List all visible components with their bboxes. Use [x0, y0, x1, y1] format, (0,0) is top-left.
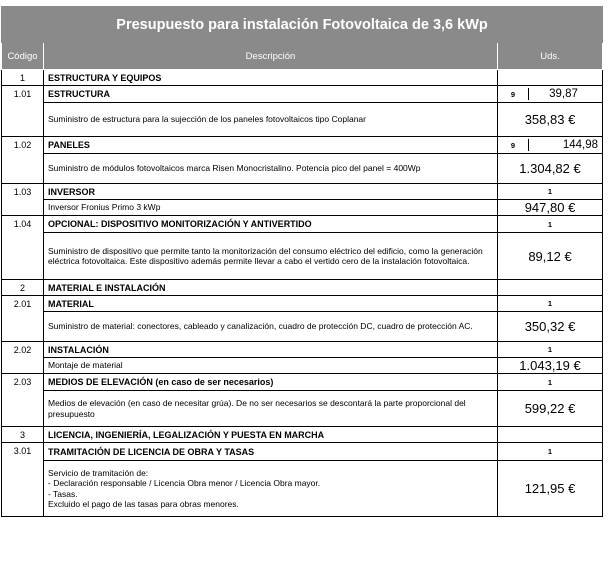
row-code: 2 — [2, 280, 44, 296]
header-description: Descripción — [44, 43, 498, 70]
row-code: 1.04 — [2, 216, 44, 280]
item-title: INSTALACIÓN — [44, 342, 498, 358]
item-title: TRAMITACIÓN DE LICENCIA DE OBRA Y TASAS — [44, 443, 498, 461]
item-total: 947,80 € — [498, 200, 603, 216]
budget-table — [1, 6, 603, 517]
empty-cell — [498, 427, 603, 443]
item-description — [44, 461, 498, 517]
item-description: Montaje de material — [44, 358, 498, 374]
item-desc-row — [2, 200, 603, 216]
item-total: 1.304,82 € — [498, 154, 603, 184]
desc-line: - Declaración responsable / Licencia Obra menor / Licencia Obra mayor. — [48, 478, 321, 488]
item-title: PANELES — [44, 137, 498, 154]
item-quantity: 1 — [498, 443, 603, 461]
desc-line: Servicio de tramitación de: — [48, 467, 149, 478]
header-row — [2, 43, 603, 70]
section-title: LICENCIA, INGENIERÍA, LEGALIZACIÓN Y PUESTA EN MARCHA — [44, 427, 498, 443]
item-header-row — [2, 184, 603, 200]
desc-line: - Tasas. — [48, 488, 78, 499]
item-header-row — [2, 443, 603, 461]
empty-cell — [498, 70, 603, 86]
qty-price-cell — [498, 86, 603, 103]
section-row — [2, 427, 603, 443]
unit-price: 144,98 — [562, 139, 599, 151]
page-title: Presupuesto para instalación Fotovoltaica de 3,6 kWp — [2, 7, 603, 43]
item-description: Suministro de estructura para la sujección de los paneles fotovoltaicos tipo Coplanar — [44, 103, 498, 137]
item-description: Suministro de módulos fotovoltaicos marca Risen Monocristalino. Potencia pico del panel = 400Wp — [44, 154, 498, 184]
item-header-row — [2, 374, 603, 391]
item-header-row — [2, 216, 603, 233]
row-code: 1.01 — [2, 86, 44, 137]
unit-price: 39,87 — [549, 88, 578, 100]
item-title: MATERIAL — [44, 296, 498, 312]
row-code: 1.02 — [2, 137, 44, 184]
item-total: 121,95 € — [498, 461, 603, 517]
empty-cell — [498, 280, 603, 296]
item-desc-row — [2, 154, 603, 184]
item-quantity: 1 — [498, 184, 603, 200]
item-quantity: 1 — [498, 374, 603, 391]
item-desc-row — [2, 461, 603, 517]
item-title: MEDIOS DE ELEVACIÓN (en caso de ser necesarios) — [44, 374, 498, 391]
item-description: Suministro de dispositivo que permite tanto la monitorización del consumo eléctrico del edificio, como la generación eléctrica fotovoltaica. Este dispositivo además permite llevar a cabo el vertido cero de la instalación fotovoltaica. — [44, 233, 498, 280]
row-code: 2.01 — [2, 296, 44, 342]
item-title: OPCIONAL: DISPOSITIVO MONITORIZACIÓN Y ANTIVERTIDO — [44, 216, 498, 233]
row-code: 2.03 — [2, 374, 44, 427]
row-code: 2.02 — [2, 342, 44, 374]
item-header-row — [2, 296, 603, 312]
item-desc-row — [2, 312, 603, 342]
item-quantity: 1 — [498, 216, 603, 233]
item-quantity: 1 — [498, 296, 603, 312]
item-desc-row — [2, 358, 603, 374]
item-desc-row — [2, 233, 603, 280]
item-total: 1.043,19 € — [498, 358, 603, 374]
section-row — [2, 70, 603, 86]
row-code: 3.01 — [2, 443, 44, 517]
item-title: INVERSOR — [44, 184, 498, 200]
header-units: Uds. — [498, 43, 603, 70]
item-description: Inversor Fronius Primo 3 kWp — [44, 200, 498, 216]
section-title: ESTRUCTURA Y EQUIPOS — [44, 70, 498, 86]
section-title: MATERIAL E INSTALACIÓN — [44, 280, 498, 296]
qty-price-cell — [498, 137, 603, 154]
item-header-row — [2, 137, 603, 154]
item-quantity: 9 — [498, 139, 529, 151]
item-quantity: 9 — [498, 88, 529, 100]
desc-line: Excluido el pago de las tasas para obras menores. — [48, 499, 239, 509]
header-code: Código — [2, 43, 44, 70]
row-code: 3 — [2, 427, 44, 443]
item-total: 350,32 € — [498, 312, 603, 342]
item-total: 89,12 € — [498, 233, 603, 280]
item-desc-row — [2, 103, 603, 137]
item-description: Suministro de material: conectores, cableado y canalización, cuadro de protección DC, cuadro de protección AC. — [44, 312, 498, 342]
item-total: 599,22 € — [498, 391, 603, 427]
item-header-row — [2, 86, 603, 103]
item-quantity: 1 — [498, 342, 603, 358]
item-title: ESTRUCTURA — [44, 86, 498, 103]
row-code: 1.03 — [2, 184, 44, 216]
item-desc-row — [2, 391, 603, 427]
row-code: 1 — [2, 70, 44, 86]
title-row — [2, 7, 603, 43]
item-description: Medios de elevación (en caso de necesitar grúa). De no ser necesarios se descontará la parte proporcional del presupuesto — [44, 391, 498, 427]
item-header-row — [2, 342, 603, 358]
section-row — [2, 280, 603, 296]
item-total: 358,83 € — [498, 103, 603, 137]
